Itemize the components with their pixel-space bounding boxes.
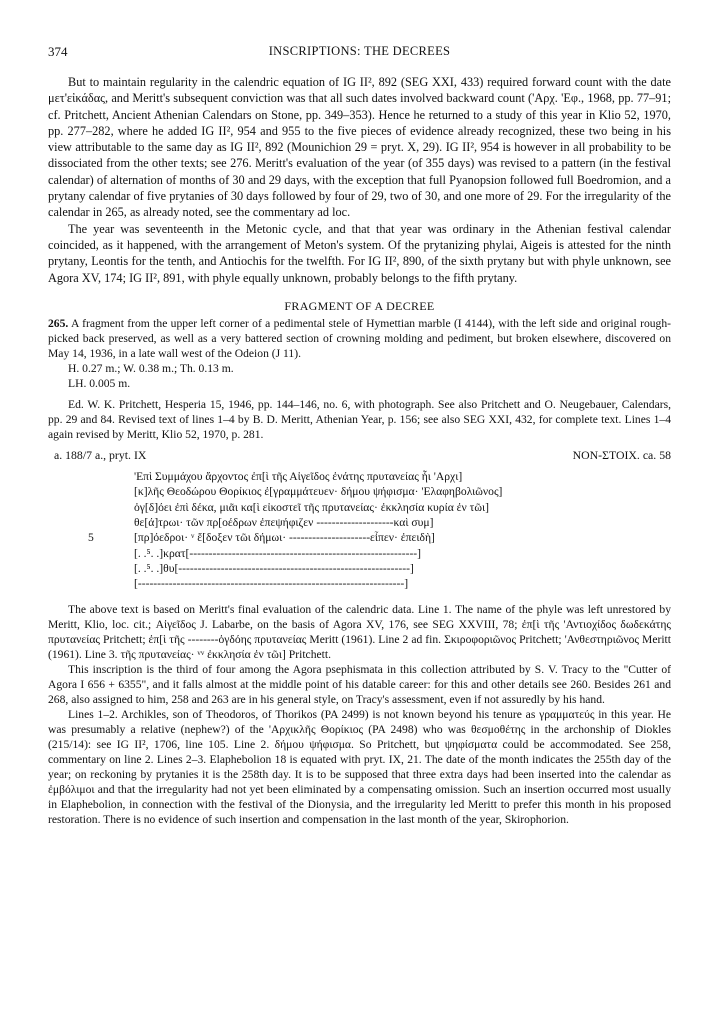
entry-dimensions: H. 0.27 m.; W. 0.38 m.; Th. 0.13 m. — [68, 362, 234, 376]
line-number: 5 — [88, 531, 94, 545]
page-header — [48, 44, 671, 62]
section-title: FRAGMENT OF A DECREE — [284, 298, 435, 313]
commentary-paragraph: The above text is based on Meritt's final evaluation of the calendric data. Line 1. The name of the phyle was left unrestored by Meritt, Klio, loc. cit.; Αἰγεῖδος J. Labarbe, on the basis of Agora XV, 176, see SEG XXVIII, 78; ἐπ[ὶ τῆς 'Αντιοχίδος δωδεκάτης πρυτανείας Pritchett; ἐπ[ὶ τῆς --------ὀγδόης πρυτανείας Meritt (1961). Line 2 ad fin. Σκιροφοριῶνος Pritchett; 'Ανθεστηριῶνος Meritt (1961). Line 3. τῆς πρυτανείας· ᵛᵛ ἐκκλησία ἐν τῶι] Pritchett. — [48, 602, 671, 661]
commentary-paragraph: This inscription is the third of four among the Agora psephismata in this collection attributed by S. V. Tracy to the "Cutter of Agora I 656 + 6355", and it falls almost at the middle point of his datable career: for this and other details see 260. Besides 261 and 268, also assigned to him, 258 and 263 are in his general style, on Tracy's assessment, even if not assuredly by his hand. — [48, 662, 671, 706]
entry-date: a. 188/7 a., pryt. IX — [54, 448, 147, 463]
inscription-text — [48, 469, 671, 591]
commentary-paragraph: Lines 1–2. Archikles, son of Theodoros, of Thorikos (PA 2499) is not known beyond his tenure as γραμματεύς in this year. He was presumably a relative (nephew?) of the 'Αρχικλῆς Θορίκιος (PA 2498) who was θεσμοθέτης in the archonship of Diokles (215/14): see IG II², 1706, line 105. Line 2. δήμου ψήφισμα. So Pritchett, but ψηφίσματα could be accommodated. See 258, commentary on line 2. Lines 2–3. Elaphebolion 18 is equated with pryt. IX, 21. The date of the month indicates the 255th day of the year; on reckoning by prytanies it is the 258th day. It is to be supposed that three extra days had been inserted into the calendar as ἐμβόλιμοι and that the irregularity had not yet been eliminated by a compensating omission. Such an insertion occurred most usually in Elaphebolion, in connection with the festival of the Dionysia, and the irregularity led Meritt to prefer this month in his proposed restoration. There is no evidence of such insertion and compensation in the last month of the year, Skirophorion. — [48, 707, 671, 826]
entry-description — [48, 316, 671, 361]
entry-bibliography: Ed. W. K. Pritchett, Hesperia 15, 1946, pp. 144–146, no. 6, with photograph. See also Pritchett and O. Neugebauer, Calendars, pp. 29 and 84. Revised text of lines 1–4 by B. D. Meritt, Athenian Year, p. 156; see also SEG XXI, 432, for complete text. Lines 1–4 again revised by Meritt, Klio 52, 1970, p. 281. — [48, 398, 671, 442]
inscription-line: 5 [πρ]όεδροι· ᵛ ἔ[δοξεν τῶι δήμωι· ---------------------εἶπεν· ἐπειδὴ] — [88, 531, 435, 545]
entry-stoich: NON-ΣΤΟΙΧ. ca. 58 — [572, 448, 671, 463]
inscription-line: [---------------------------------------------------------------------] — [134, 577, 409, 591]
inscription-line: [. .⁵. .]κρατ[-----------------------------------------------------------] — [134, 546, 422, 560]
inscription-line: [. .⁵. .]θυ[------------------------------------------------------------] — [134, 561, 414, 575]
page-number: 374 — [48, 44, 68, 59]
intro-paragraph: The year was seventeenth in the Metonic cycle, and that that year was ordinary in the Athenian festival calendar coincided, as it happened, with the arrangement of Meton's system. Of the prytanizing phylai, Aigeis is attested for the ninth prytany, Leontis for the tenth, and Antiochis for the twelfth. For IG II², 890, of the sixth prytany but with phyle unknown, see Agora XV, 174; IG II², 891, with phyle equally unknown, probably belongs to the fifth prytany. — [48, 221, 671, 285]
page-body — [48, 74, 671, 827]
entry-description-text: A fragment from the upper left corner of a pedimental stele of Hymettian marble (I 4144), with the left side and original rough-picked back preserved, as well as a very battered section of crowning molding and pediment, but broken elsewhere, discovered on May 14, 1936, in a late wall west of the Odeion (J 11). — [48, 317, 672, 361]
entry-meta — [48, 448, 671, 463]
entry-letter-height: LH. 0.005 m. — [68, 377, 131, 391]
entry-number: 265. — [48, 317, 69, 331]
inscription-line: [κ]λῆς Θεοδώρου Θορίκιος ἐ[γραμμάτευεν· δήμου ψήφισμα· 'Ελαφηβολιῶνος] — [134, 485, 503, 499]
inscription-line: θε[ά]τρωι· τῶν πρ[οέδρων ἐπεψήφιζεν --------------------καὶ συμ] — [134, 516, 434, 530]
running-title: INSCRIPTIONS: THE DECREES — [268, 44, 451, 58]
inscription-line: ὀγ[δ]όει ἐπὶ δέκα, μιᾶι κα[ὶ εἰκοστεῖ τῆς πρυτανείας· ἐκκλησία κυρία ἐν τῶι] — [134, 500, 489, 514]
intro-paragraph: But to maintain regularity in the calendric equation of IG II², 892 (SEG XXI, 433) required forward count with the date μετ'εἰκάδας, and Meritt's subsequent conviction was that all such dates involved backward count ('Αρχ. 'Εφ., 1968, pp. 77–91; cf. Pritchett, Ancient Athenian Calendars on Stone, pp. 349–353). Hence he returned to a study of this year in Klio 52, 1970, pp. 277–282, where he added IG II², 954 and 955 to the five pieces of evidence already recognized, these two being in his view attributable to the same day as IG II², 892 (Mounichion 29 = pryt. X, 29). IG II², 954 is however in all probability to be dissociated from the other texts; see 276. Meritt's evaluation of the year (of 355 days) was revised to a pattern (in the festival calendar) of alternation of months of 30 and 29 days, with the exception that full Pyanopsion followed full Boedromion, and a prytany calendar of five prytanies of 30 days followed by four of 29, two of 30, and one more of 29. For the irregularity of the calendar in 265, as already noted, see the commentary ad loc. — [48, 75, 671, 220]
inscription-line: 'Επὶ Συμμάχου ἄρχοντος ἐπ[ὶ τῆς Αἰγεῖδος ἐνάτης πρυτανείας ἧι 'Αρχι] — [134, 470, 463, 484]
